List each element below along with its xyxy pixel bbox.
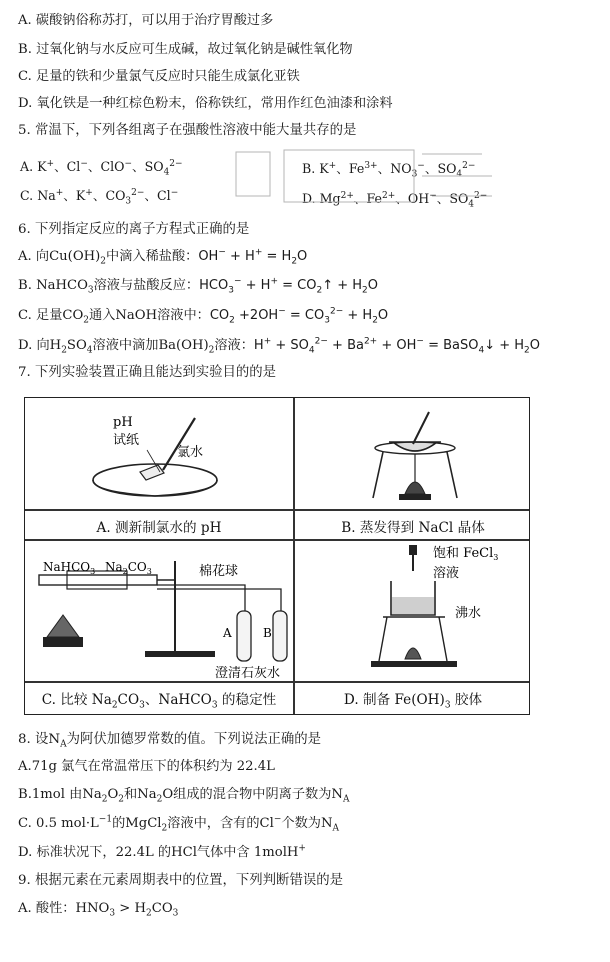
q8-stem: 8. 设$N_A$为阿伏加德罗常数的值。下列说法正确的是 [18,732,322,750]
evaporation-diagram [295,398,531,509]
label-tube-a: A [223,626,232,640]
carbonate-stability-diagram [25,541,293,681]
q4-option-c: C. 足量的铁和少量氯气反应时只能生成氯化亚铁 [18,69,300,84]
colloid-preparation-diagram [295,541,531,681]
q6-option-a-tail: 中滴入稀盐酸： [106,249,199,264]
q4-option-b: B. 过氧化钠与水反应可生成碱，故过氧化钠是碱性氧化物 [18,42,353,57]
q8-option-b: B.1mol 由$Na_2O_2$和$Na_2O$组成的混合物中阴离子数为$N_A$ [18,787,350,805]
caption-d: D. 制备 $Fe(OH)_3$ 胶体 [343,692,483,711]
label-cotton-ball: 棉花球 [199,564,239,579]
q5-option-d-label: D. Mg [302,191,341,206]
label-limewater: 澄清石灰水 [215,666,281,681]
q6-option-c-tail: 通入NaOH溶液中： [89,308,210,323]
label-saturated-fecl3: 饱和 FeCl$_3$ [433,546,499,562]
label-tube-b: B [263,626,272,640]
q6-option-a: A. 向$Cu(OH)_2$中滴入稀盐酸：$OH^- + H^+ = H_2O$ [18,247,308,267]
q9-stem: 9. 根据元素在元素周期表中的位置，下列判断错误的是 [18,873,344,888]
q6-option-d-text: D. 向H [18,338,62,353]
label-ph: pH [113,415,133,430]
q8-option-c: C. 0.5 $mol\cdot L^{-1}$的MgCl$_2$溶液中，含有的Cl−个数为$N_A$ [18,814,340,834]
q6-option-d: D. 向$H_2SO_4$溶液中滴加$Ba(OH)_2$溶液：$H^+ + SO_4^{2-} + Ba^{2+} + OH^-$ = BaSO$_4$↓ + $H_2O$ [18,336,541,356]
grid-divider-1 [25,509,529,511]
q5-option-b-label: B. K [302,161,329,176]
q5-option-c-label: C. Na [20,188,56,203]
q9-option-a: A. 酸性：$HNO_3 > H_2CO_3$ [18,901,179,919]
q5-option-a: A. K+、Cl−、ClO−、$SO_4^{2-}$ [20,158,183,178]
label-boiling-water: 沸水 [455,606,482,621]
q6-stem: 6. 下列指定反应的离子方程式正确的是 [18,222,250,237]
q6-option-b-text: B. NaHCO [18,278,88,293]
grid-divider-3 [25,681,529,683]
q8-option-a: A.71g 氯气在常温常压下的体积约为 22.4L [18,759,275,774]
q5-option-d: D. $Mg^{2+}$、$Fe^{2+}$、OH−、$SO_4^{2-}$ [302,190,488,210]
q6-option-b: B. NaHCO$_3$溶液与盐酸反应：$HCO_3^- + H^+$ = $CO_2↑ + H_2O$ [18,276,378,296]
q6-option-d-tail: 溶液中滴加Ba(OH) [92,338,209,353]
experiment-grid [24,397,530,715]
q5-option-c: C. Na+、K+、$CO_3^{2-}$、Cl− [20,187,179,207]
label-test-paper: 试纸 [113,433,140,448]
q6-option-a-text: A. 向Cu(OH) [18,249,101,264]
ph-test-diagram [25,398,293,509]
q5-option-b: B. K+、$Fe^{3+}$、$NO_3^-$、$SO_4^{2-}$ [302,160,476,180]
q5-stem: 5. 常温下，下列各组离子在强酸性溶液中能大量共存的是 [18,123,357,138]
q8-option-d: D. 标准状况下，22.4L 的HCl气体中含 1molH+ [18,843,306,860]
q7-stem: 7. 下列实验装置正确且能达到实验目的的是 [18,365,277,380]
caption-b: B. 蒸发得到 NaCl 晶体 [341,520,485,536]
q6-option-c-text: C. 足量CO [18,308,84,323]
label-chlorine-water: 氯水 [177,445,204,460]
label-na2co3: $Na_2CO_3$ [105,560,152,576]
caption-a: A. 测新制氯水的 pH [96,520,222,536]
label-solution: 溶液 [433,566,460,581]
q6-option-b-tail: 溶液与盐酸反应： [93,278,200,293]
q4-option-d: D. 氧化铁是一种红棕色粉末，俗称铁红，常用作红色油漆和涂料 [18,96,393,111]
q5-option-a-label: A. K [20,159,47,174]
caption-c: C. 比较 $Na_2CO_3$、NaHCO$_3$ 的稳定性 [41,692,277,711]
bleed-through-artifact [232,146,512,210]
label-nahco3: NaHCO$_3$ [43,560,96,576]
q6-option-d-tail2: 溶液： [214,338,254,353]
q6-option-c: C. 足量$CO_2$通入NaOH溶液中：$CO_2 +2OH^- = CO_3^{2-} + H_2O$ [18,306,389,326]
q4-option-a: A. 碳酸钠俗称苏打，可以用于治疗胃酸过多 [18,13,274,28]
